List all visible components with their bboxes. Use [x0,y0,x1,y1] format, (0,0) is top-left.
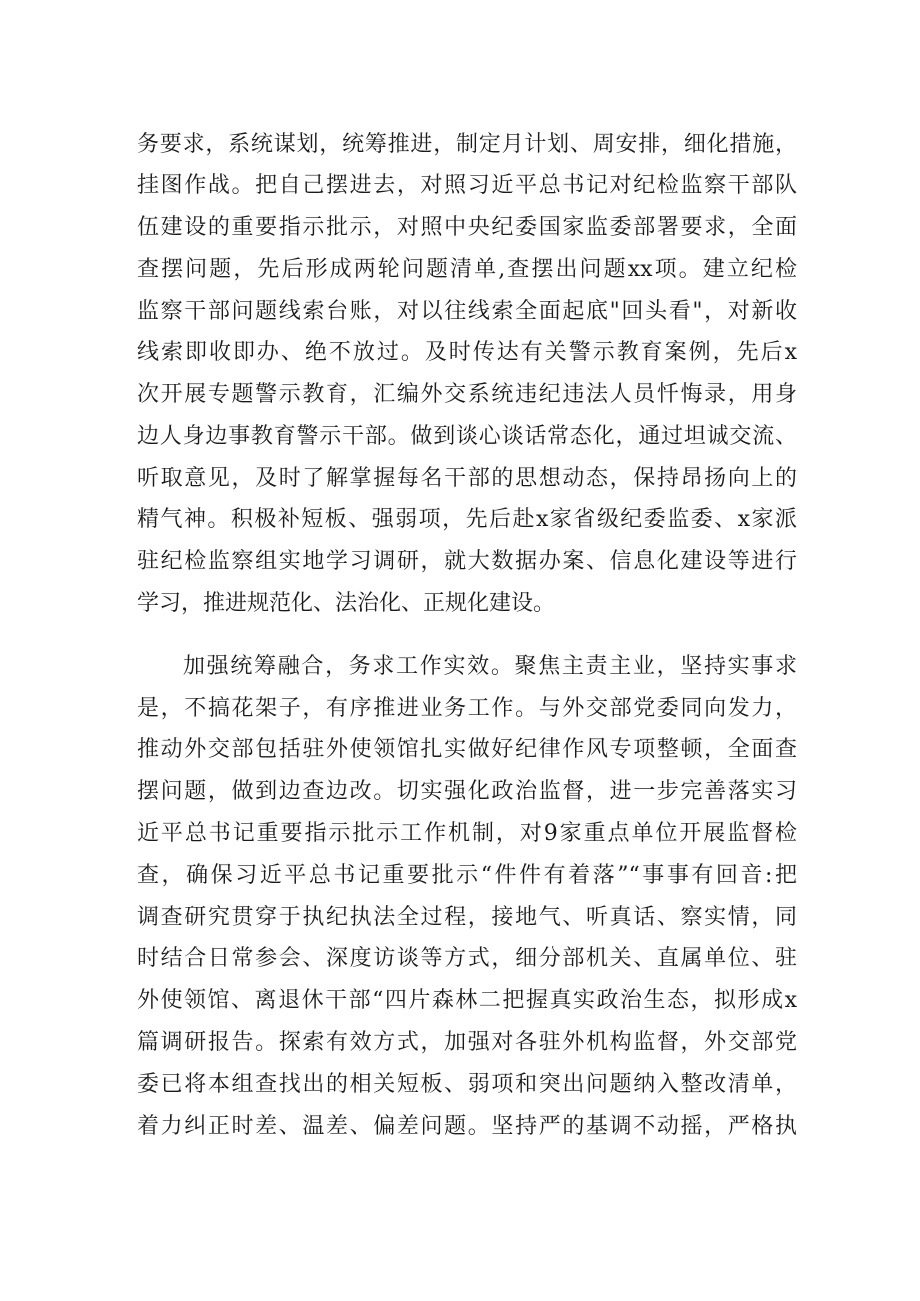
text-line: 近平总书记重要指示批示工作机制，对9家重点单位开展监督检 [137,821,797,846]
text-line: 查，确保习近平总书记重要批示“件件有着落”“事事有回音:把 [137,863,797,888]
text-line: 推动外交部包括驻外使领馆扎实做好纪律作风专项整顿，全面查 [137,737,797,762]
text-line: 篇调研报告。探索有效方式，加强对各驻外机构监督，外交部党 [137,1030,797,1055]
text-line: 挂图作战。把自己摆进去，对照习近平总书记对纪检监察干部队 [137,173,797,198]
text-line: 线索即收即办、绝不放过。及时传达有关警示教育案例，先后x [137,340,797,365]
text-line: 驻纪检监察组实地学习调研，就大数据办案、信息化建设等进行 [137,549,797,574]
text-line: 时结合日常参会、深度访谈等方式，细分部机关、直属单位、驻 [137,946,797,971]
text-line: 务要求，系统谋划，统筹推进，制定月计划、周安排，细化措施， [137,132,797,157]
text-line: 着力纠正时差、温差、偏差问题。坚持严的基调不动摇，严格执 [137,1114,797,1139]
text-line: 次开展专题警示教育，汇编外交系统违纪违法人员忏悔录，用身 [137,382,797,407]
text-line: 监察干部问题线索台账，对以往线索全面起底"回头看"，对新收 [137,299,797,324]
text-line: 听取意见，及时了解掌握每名干部的思想动态，保持昂扬向上的 [137,466,797,491]
text-line: 精气神。积极补短板、强弱项，先后赴x家省级纪委监委、x家派 [137,507,797,532]
text-line: 是，不搞花架子，有序推进业务工作。与外交部党委同向发力， [137,696,797,721]
paragraph-first-line: 加强统筹融合，务求工作实效。聚焦主责主业，坚持实事求 [183,654,797,679]
text-line: 外使领馆、离退休干部“四片森林二把握真实政治生态，拟形成x [137,988,797,1013]
text-line: 查摆问题，先后形成两轮问题清单,查摆出问题xx项。建立纪检 [137,257,797,282]
text-line: 调查研究贯穿于执纪执法全过程，接地气、听真话、察实情，同 [137,905,797,930]
text-line: 伍建设的重要指示批示，对照中央纪委国家监委部署要求，全面 [137,215,797,240]
text-line: 委已将本组查找出的相关短板、弱项和突出问题纳入整改清单， [137,1072,797,1097]
text-line: 摆问题，做到边查边改。切实强化政治监督，进一步完善落实习 [137,779,797,804]
text-line: 边人身边事教育警示干部。做到谈心谈话常态化，通过坦诚交流、 [137,424,797,449]
paragraph-last-line: 学习，推进规范化、法治化、正规化建设。 [137,591,556,616]
